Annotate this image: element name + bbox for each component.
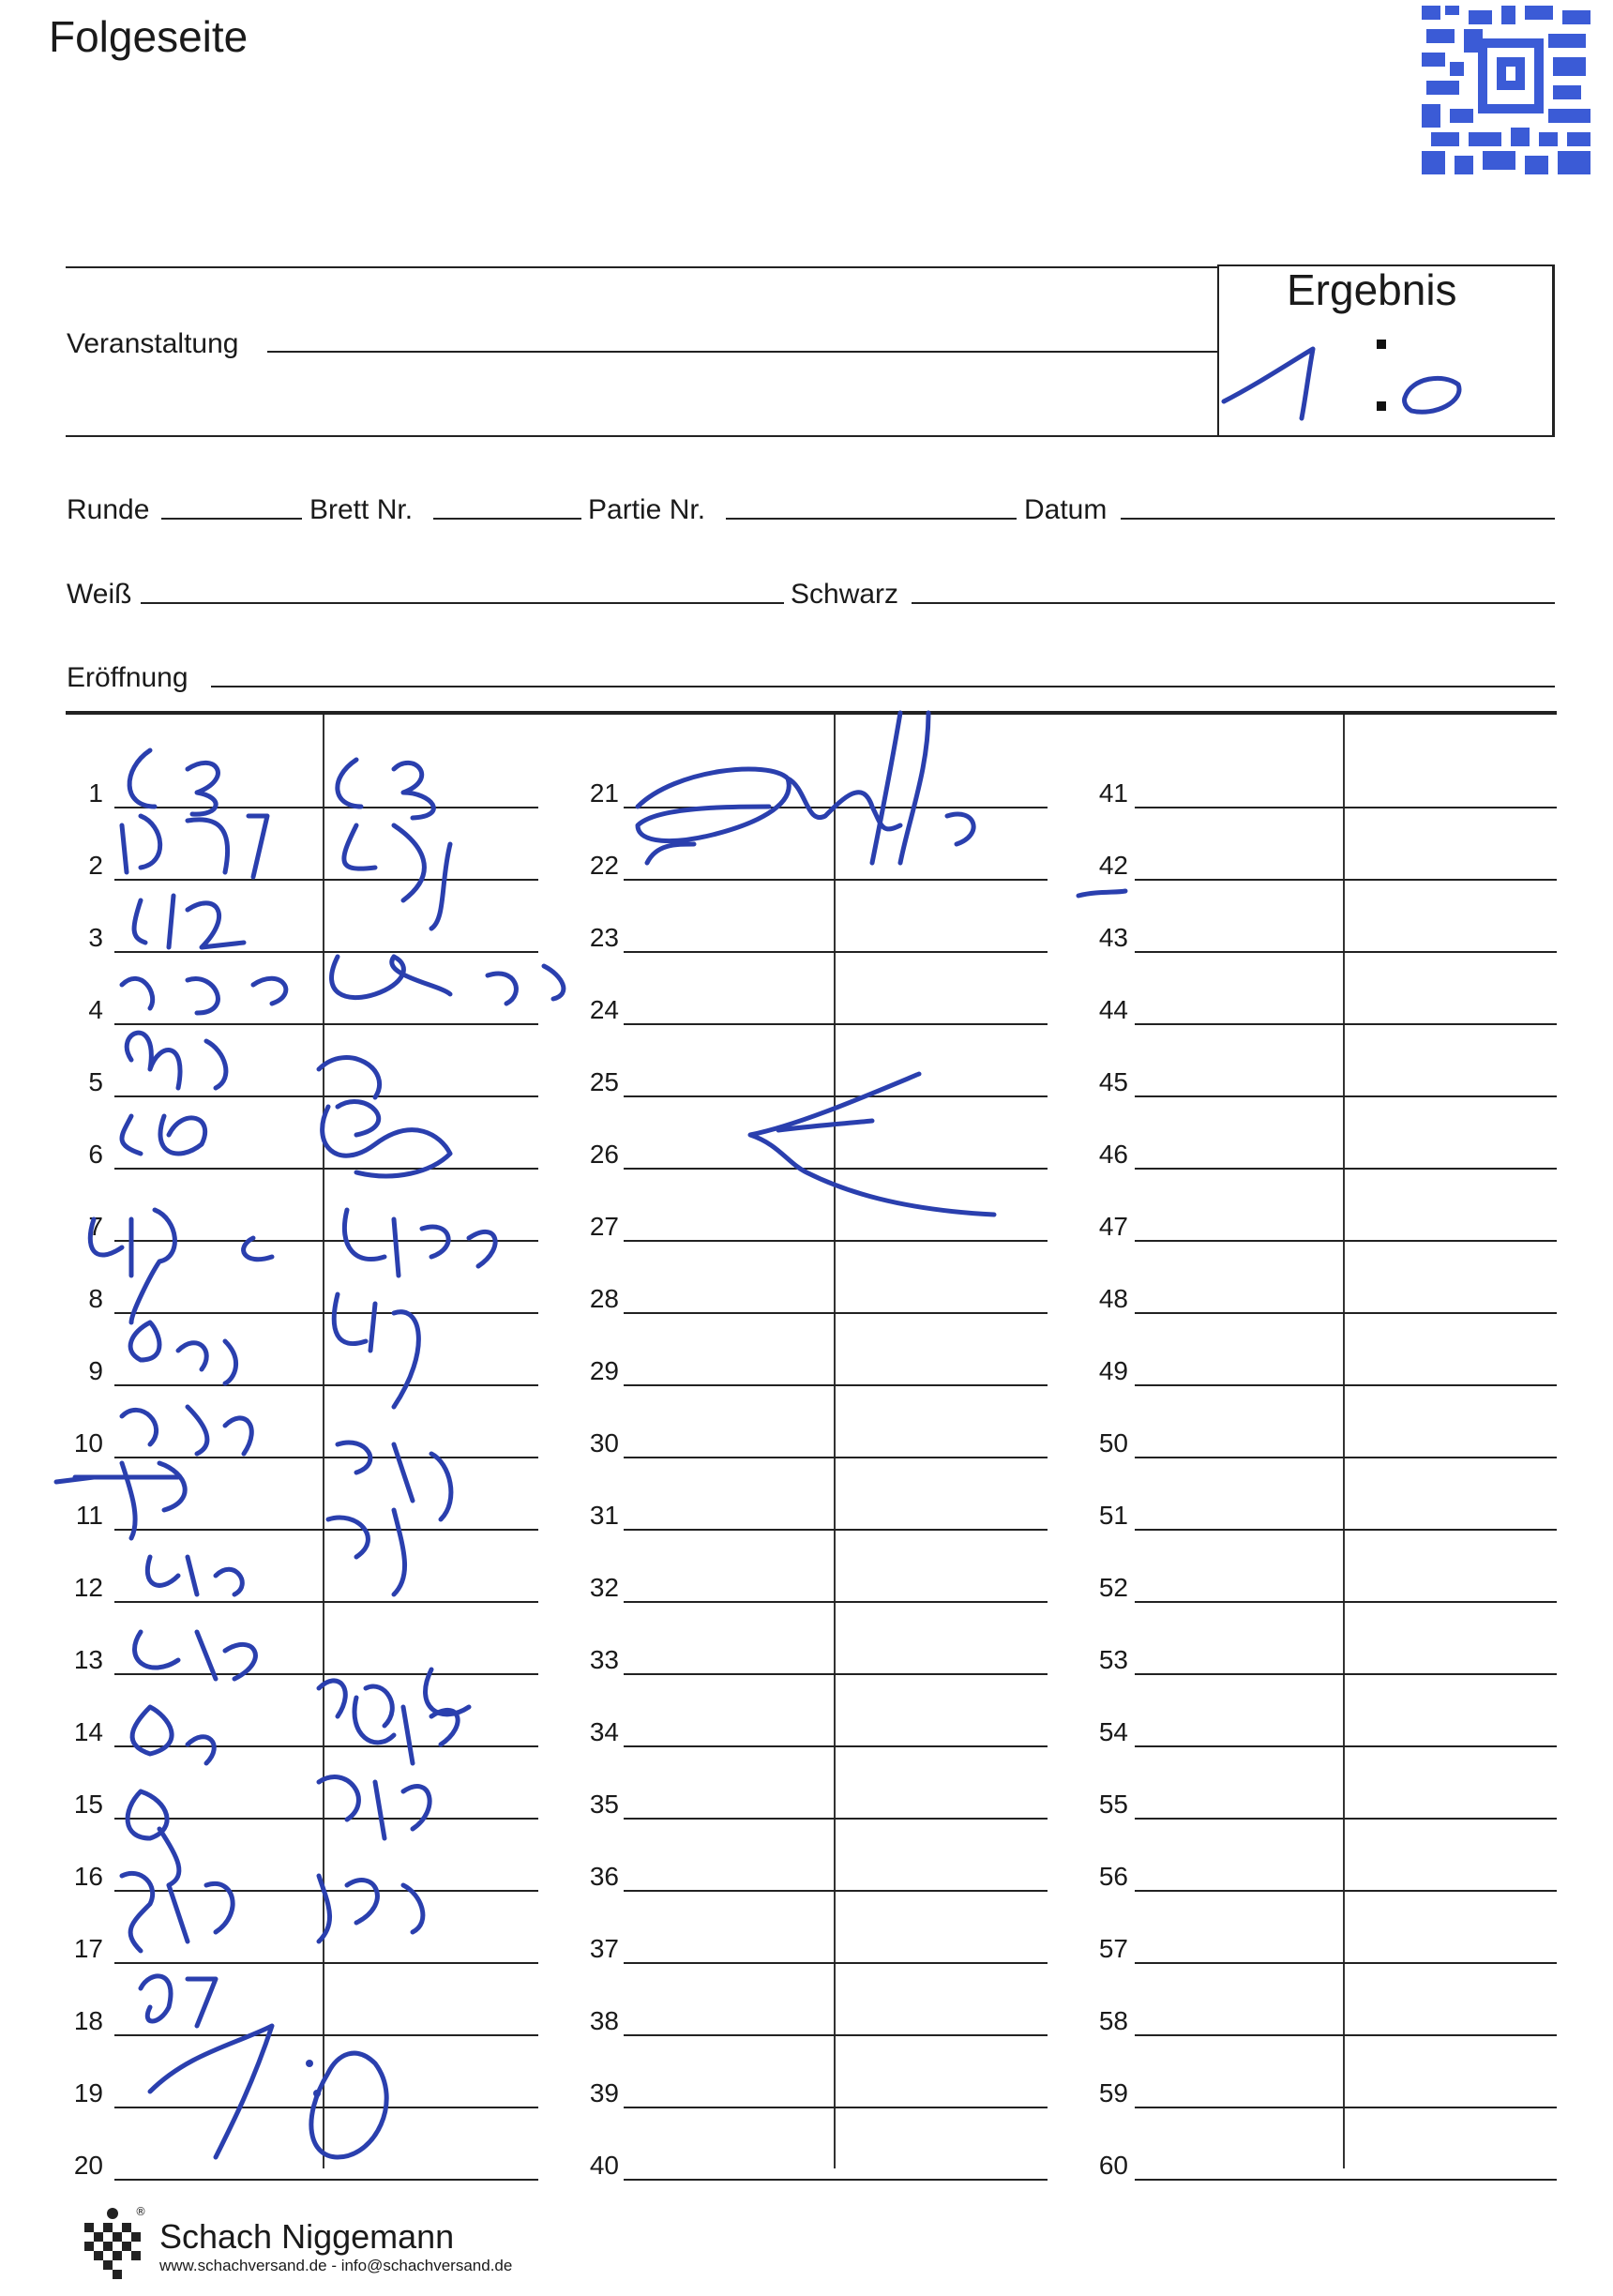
handwritten-result xyxy=(1219,319,1553,435)
move-number: 60 xyxy=(1098,2151,1128,2180)
move-number: 54 xyxy=(1098,1717,1128,1746)
move-number: 25 xyxy=(589,1067,619,1096)
move-number: 24 xyxy=(589,995,619,1024)
move-number: 34 xyxy=(589,1717,619,1746)
move-number: 58 xyxy=(1098,2006,1128,2035)
qr-code-icon xyxy=(1422,6,1590,174)
page-title: Folgeseite xyxy=(49,12,249,61)
move-number: 13 xyxy=(73,1645,103,1674)
move-number: 6 xyxy=(88,1140,103,1169)
date-line xyxy=(1121,518,1555,520)
move-number: 48 xyxy=(1098,1284,1128,1313)
move-number: 36 xyxy=(589,1862,619,1891)
game-line xyxy=(726,518,1017,520)
black-line xyxy=(912,602,1555,604)
round-label: Runde xyxy=(67,494,150,525)
move-number: 21 xyxy=(589,778,619,808)
move-number: 1 xyxy=(88,778,103,808)
move-number: 38 xyxy=(589,2006,619,2035)
move-number: 42 xyxy=(1098,851,1128,880)
move-number: 18 xyxy=(73,2006,103,2035)
move-number: 50 xyxy=(1098,1428,1128,1458)
date-label: Datum xyxy=(1024,494,1108,525)
top-rule xyxy=(66,266,1217,268)
board-label: Brett Nr. xyxy=(309,494,414,525)
result-label: Ergebnis xyxy=(1287,265,1457,314)
opening-label: Eröffnung xyxy=(67,662,188,693)
move-number: 32 xyxy=(589,1573,619,1602)
move-number: 49 xyxy=(1098,1356,1128,1385)
move-number: 27 xyxy=(589,1212,619,1241)
move-number: 56 xyxy=(1098,1862,1128,1891)
move-number: 37 xyxy=(589,1934,619,1963)
opening-line xyxy=(211,686,1555,687)
game-label: Partie Nr. xyxy=(588,494,706,525)
move-number: 5 xyxy=(88,1067,103,1096)
move-number: 31 xyxy=(589,1501,619,1530)
move-number: 15 xyxy=(73,1790,103,1819)
move-number: 30 xyxy=(589,1428,619,1458)
move-number: 11 xyxy=(75,1501,103,1530)
move-number: 43 xyxy=(1098,923,1128,952)
move-number: 26 xyxy=(589,1140,619,1169)
move-number: 28 xyxy=(589,1284,619,1313)
move-number: 22 xyxy=(589,851,619,880)
event-label: Veranstaltung xyxy=(67,328,239,359)
move-number: 46 xyxy=(1098,1140,1128,1169)
move-number: 51 xyxy=(1098,1501,1128,1530)
handwritten-moves xyxy=(0,694,1613,2195)
white-label: Weiß xyxy=(67,579,132,610)
move-number: 55 xyxy=(1098,1790,1128,1819)
move-number: 35 xyxy=(589,1790,619,1819)
round-line xyxy=(161,518,302,520)
event-line xyxy=(267,351,1217,353)
move-number: 12 xyxy=(73,1573,103,1602)
move-number: 59 xyxy=(1098,2078,1128,2107)
move-number: 39 xyxy=(589,2078,619,2107)
move-number: 53 xyxy=(1098,1645,1128,1674)
move-number: 44 xyxy=(1098,995,1128,1024)
event-bottom-rule xyxy=(66,435,1217,437)
footer-brand: Schach Niggemann xyxy=(159,2217,455,2256)
move-number: 3 xyxy=(88,923,103,952)
move-number: 40 xyxy=(589,2151,619,2180)
move-number: 16 xyxy=(73,1862,103,1891)
move-number: 8 xyxy=(88,1284,103,1313)
move-number: 41 xyxy=(1098,778,1128,808)
chess-logo-icon xyxy=(75,2204,150,2283)
move-number: 19 xyxy=(73,2078,103,2107)
move-number: 47 xyxy=(1098,1212,1128,1241)
move-number: 10 xyxy=(73,1428,103,1458)
board-line xyxy=(433,518,581,520)
move-number: 52 xyxy=(1098,1573,1128,1602)
move-number: 9 xyxy=(88,1356,103,1385)
move-number: 4 xyxy=(88,995,103,1024)
move-number: 29 xyxy=(589,1356,619,1385)
move-number: 2 xyxy=(88,851,103,880)
move-number: 17 xyxy=(73,1934,103,1963)
move-number: 23 xyxy=(589,923,619,952)
move-number: 14 xyxy=(73,1717,103,1746)
move-number: 7 xyxy=(88,1212,103,1241)
move-number: 45 xyxy=(1098,1067,1128,1096)
footer-contact: www.schachversand.de - info@schachversand.de xyxy=(159,2257,513,2274)
move-number: 20 xyxy=(73,2151,103,2180)
svg-text:®: ® xyxy=(135,2205,146,2218)
move-number: 33 xyxy=(589,1645,619,1674)
white-line xyxy=(141,602,784,604)
move-number: 57 xyxy=(1098,1934,1128,1963)
black-label: Schwarz xyxy=(791,579,899,610)
